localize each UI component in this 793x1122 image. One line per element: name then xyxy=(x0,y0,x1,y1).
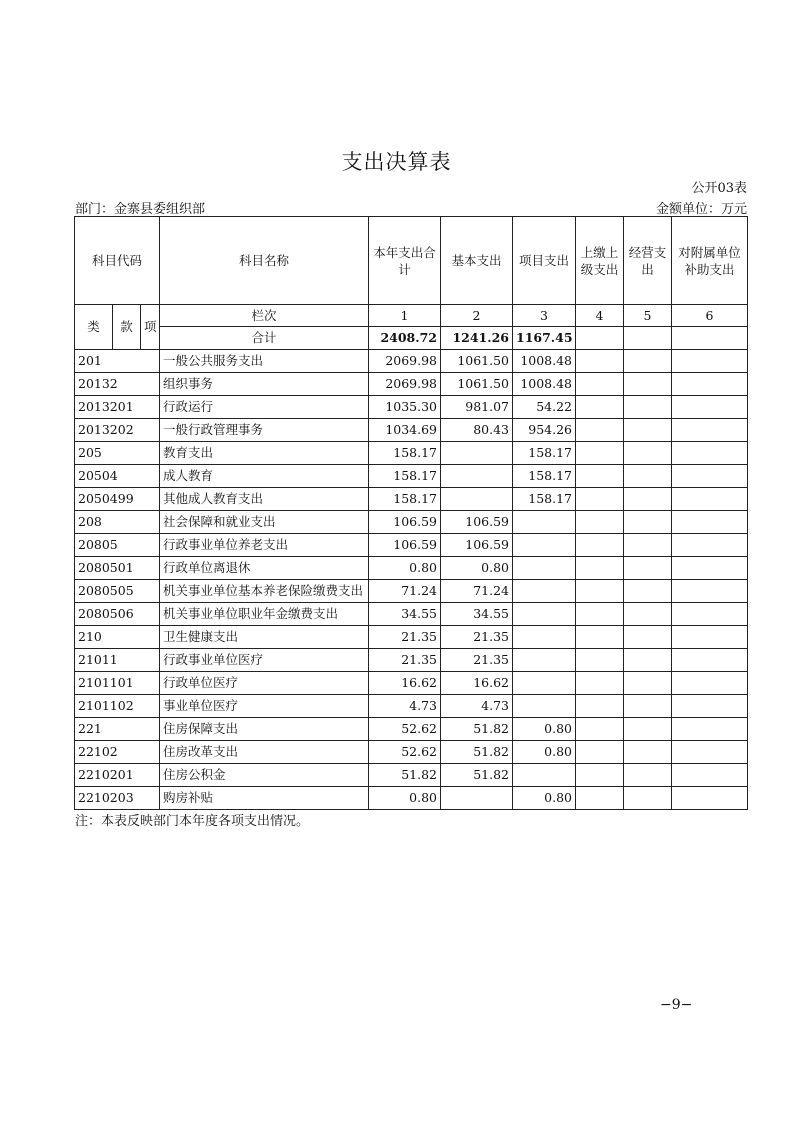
row-name: 行政事业单位养老支出 xyxy=(160,534,369,557)
row-business xyxy=(624,419,672,442)
row-business xyxy=(624,534,672,557)
row-business xyxy=(624,649,672,672)
table-row xyxy=(75,350,748,373)
row-code: 20504 xyxy=(75,465,160,488)
row-total: 4.73 xyxy=(369,695,441,718)
row-subsidy xyxy=(672,764,748,787)
row-name: 机关事业单位职业年金缴费支出 xyxy=(160,603,369,626)
row-subsidy xyxy=(672,603,748,626)
row-code: 201 xyxy=(75,350,160,373)
row-total: 158.17 xyxy=(369,442,441,465)
header-upper: 上缴上级支出 xyxy=(576,217,624,305)
row-name: 购房补贴 xyxy=(160,787,369,810)
row-upper xyxy=(576,373,624,396)
table-row xyxy=(75,603,748,626)
row-project: 158.17 xyxy=(513,442,576,465)
row-business xyxy=(624,695,672,718)
form-number: 公开03表 xyxy=(691,181,747,196)
table-row xyxy=(75,626,748,649)
row-business xyxy=(624,396,672,419)
row-subsidy xyxy=(672,580,748,603)
row-code: 2080501 xyxy=(75,557,160,580)
row-project: 0.80 xyxy=(513,741,576,764)
col-index-6: 6 xyxy=(672,305,748,327)
table-row xyxy=(75,718,748,741)
row-basic: 1061.50 xyxy=(441,373,513,396)
row-business xyxy=(624,580,672,603)
row-total: 52.62 xyxy=(369,741,441,764)
row-project xyxy=(513,580,576,603)
row-code: 221 xyxy=(75,718,160,741)
sum-subsidy xyxy=(672,327,748,350)
row-upper xyxy=(576,718,624,741)
col-index-3: 3 xyxy=(513,305,576,327)
row-subsidy xyxy=(672,534,748,557)
table-row xyxy=(75,511,748,534)
table-note: 注：本表反映部门本年度各项支出情况。 xyxy=(75,814,310,829)
row-upper xyxy=(576,626,624,649)
row-total: 21.35 xyxy=(369,649,441,672)
row-subsidy xyxy=(672,741,748,764)
row-code: 2013202 xyxy=(75,419,160,442)
row-upper xyxy=(576,350,624,373)
header-lei: 类 xyxy=(75,305,113,350)
row-total: 158.17 xyxy=(369,488,441,511)
row-business xyxy=(624,787,672,810)
row-upper xyxy=(576,603,624,626)
row-business xyxy=(624,741,672,764)
row-project: 0.80 xyxy=(513,718,576,741)
row-basic: 51.82 xyxy=(441,764,513,787)
row-total: 0.80 xyxy=(369,787,441,810)
table-row xyxy=(75,741,748,764)
header-name: 科目名称 xyxy=(160,217,369,305)
row-code: 205 xyxy=(75,442,160,465)
sum-row xyxy=(75,327,748,350)
row-upper xyxy=(576,442,624,465)
header-subsidy: 对附属单位补助支出 xyxy=(672,217,748,305)
row-basic: 51.82 xyxy=(441,718,513,741)
row-business xyxy=(624,488,672,511)
row-project: 954.26 xyxy=(513,419,576,442)
row-name: 住房公积金 xyxy=(160,764,369,787)
row-name: 其他成人教育支出 xyxy=(160,488,369,511)
row-project: 0.80 xyxy=(513,787,576,810)
row-name: 行政运行 xyxy=(160,396,369,419)
row-upper xyxy=(576,764,624,787)
row-basic: 106.59 xyxy=(441,511,513,534)
row-code: 2080505 xyxy=(75,580,160,603)
row-total: 71.24 xyxy=(369,580,441,603)
row-basic xyxy=(441,488,513,511)
row-name: 一般公共服务支出 xyxy=(160,350,369,373)
row-name: 机关事业单位基本养老保险缴费支出 xyxy=(160,580,369,603)
row-basic: 0.80 xyxy=(441,557,513,580)
row-basic xyxy=(441,787,513,810)
row-basic: 4.73 xyxy=(441,695,513,718)
page-number: −9− xyxy=(660,997,693,1013)
table-row xyxy=(75,373,748,396)
row-total: 52.62 xyxy=(369,718,441,741)
row-upper xyxy=(576,534,624,557)
row-total: 1035.30 xyxy=(369,396,441,419)
row-name: 组织事务 xyxy=(160,373,369,396)
row-project xyxy=(513,534,576,557)
table-row xyxy=(75,419,748,442)
unit-label: 金额单位：万元 xyxy=(655,202,747,217)
header-kuan: 款 xyxy=(113,305,141,350)
table-row xyxy=(75,649,748,672)
row-project: 158.17 xyxy=(513,465,576,488)
row-business xyxy=(624,764,672,787)
row-upper xyxy=(576,396,624,419)
table-row xyxy=(75,396,748,419)
row-subsidy xyxy=(672,350,748,373)
row-total: 0.80 xyxy=(369,557,441,580)
row-upper xyxy=(576,488,624,511)
row-code: 21011 xyxy=(75,649,160,672)
row-business xyxy=(624,511,672,534)
table-row xyxy=(75,465,748,488)
row-project xyxy=(513,672,576,695)
row-subsidy xyxy=(672,718,748,741)
row-name: 教育支出 xyxy=(160,442,369,465)
row-basic: 981.07 xyxy=(441,396,513,419)
col-index-4: 4 xyxy=(576,305,624,327)
row-code: 2101101 xyxy=(75,672,160,695)
row-total: 2069.98 xyxy=(369,373,441,396)
table-row xyxy=(75,580,748,603)
row-basic: 1061.50 xyxy=(441,350,513,373)
row-basic: 80.43 xyxy=(441,419,513,442)
row-total: 21.35 xyxy=(369,626,441,649)
row-upper xyxy=(576,580,624,603)
row-business xyxy=(624,442,672,465)
table-row xyxy=(75,764,748,787)
table-row xyxy=(75,534,748,557)
col-index-2: 2 xyxy=(441,305,513,327)
row-upper xyxy=(576,787,624,810)
row-upper xyxy=(576,695,624,718)
row-subsidy xyxy=(672,787,748,810)
row-upper xyxy=(576,511,624,534)
header-business: 经营支出 xyxy=(624,217,672,305)
row-subsidy xyxy=(672,511,748,534)
row-business xyxy=(624,718,672,741)
row-total: 1034.69 xyxy=(369,419,441,442)
row-business xyxy=(624,373,672,396)
row-code: 2210201 xyxy=(75,764,160,787)
header-project: 项目支出 xyxy=(513,217,576,305)
row-code: 210 xyxy=(75,626,160,649)
row-project xyxy=(513,511,576,534)
row-project: 1008.48 xyxy=(513,350,576,373)
row-total: 106.59 xyxy=(369,511,441,534)
row-total: 2069.98 xyxy=(369,350,441,373)
row-subsidy xyxy=(672,488,748,511)
header-total: 本年支出合计 xyxy=(369,217,441,305)
row-subsidy xyxy=(672,373,748,396)
row-subsidy xyxy=(672,419,748,442)
row-basic: 16.62 xyxy=(441,672,513,695)
row-code: 2080506 xyxy=(75,603,160,626)
table-row xyxy=(75,442,748,465)
row-basic: 21.35 xyxy=(441,626,513,649)
row-name: 住房改革支出 xyxy=(160,741,369,764)
row-project xyxy=(513,649,576,672)
row-business xyxy=(624,350,672,373)
row-name: 住房保障支出 xyxy=(160,718,369,741)
row-subsidy xyxy=(672,695,748,718)
row-business xyxy=(624,465,672,488)
sum-label: 合计 xyxy=(160,327,369,350)
row-upper xyxy=(576,419,624,442)
row-business xyxy=(624,672,672,695)
row-project xyxy=(513,695,576,718)
row-project: 1008.48 xyxy=(513,373,576,396)
row-upper xyxy=(576,649,624,672)
col-index-5: 5 xyxy=(624,305,672,327)
row-name: 行政单位离退休 xyxy=(160,557,369,580)
row-code: 20805 xyxy=(75,534,160,557)
row-project: 158.17 xyxy=(513,488,576,511)
table-row xyxy=(75,557,748,580)
row-basic: 51.82 xyxy=(441,741,513,764)
row-subsidy xyxy=(672,626,748,649)
row-code: 20132 xyxy=(75,373,160,396)
row-code: 2050499 xyxy=(75,488,160,511)
row-subsidy xyxy=(672,649,748,672)
row-basic: 21.35 xyxy=(441,649,513,672)
row-project xyxy=(513,764,576,787)
row-project xyxy=(513,557,576,580)
header-row xyxy=(75,217,748,305)
row-name: 行政单位医疗 xyxy=(160,672,369,695)
row-upper xyxy=(576,557,624,580)
row-subsidy xyxy=(672,442,748,465)
row-subsidy xyxy=(672,396,748,419)
sum-total: 2408.72 xyxy=(369,327,441,350)
row-code: 208 xyxy=(75,511,160,534)
row-name: 成人教育 xyxy=(160,465,369,488)
table-row xyxy=(75,695,748,718)
row-total: 158.17 xyxy=(369,465,441,488)
row-code: 2013201 xyxy=(75,396,160,419)
row-basic: 34.55 xyxy=(441,603,513,626)
row-basic xyxy=(441,442,513,465)
row-name: 一般行政管理事务 xyxy=(160,419,369,442)
row-code: 2210203 xyxy=(75,787,160,810)
table-row xyxy=(75,672,748,695)
row-project: 54.22 xyxy=(513,396,576,419)
row-total: 106.59 xyxy=(369,534,441,557)
sum-basic: 1241.26 xyxy=(441,327,513,350)
row-name: 事业单位医疗 xyxy=(160,695,369,718)
row-business xyxy=(624,626,672,649)
lanci-label: 栏次 xyxy=(160,305,369,327)
sum-upper xyxy=(576,327,624,350)
row-basic: 106.59 xyxy=(441,534,513,557)
row-name: 卫生健康支出 xyxy=(160,626,369,649)
sum-business xyxy=(624,327,672,350)
header-code: 科目代码 xyxy=(75,217,160,305)
table-row xyxy=(75,787,748,810)
row-subsidy xyxy=(672,672,748,695)
row-upper xyxy=(576,672,624,695)
expenditure-table xyxy=(74,216,748,810)
page-title: 支出决算表 xyxy=(341,150,452,174)
row-project xyxy=(513,603,576,626)
header-basic: 基本支出 xyxy=(441,217,513,305)
row-basic: 71.24 xyxy=(441,580,513,603)
row-business xyxy=(624,557,672,580)
row-name: 行政事业单位医疗 xyxy=(160,649,369,672)
table-row xyxy=(75,488,748,511)
row-code: 2101102 xyxy=(75,695,160,718)
column-index-row xyxy=(75,305,748,327)
row-subsidy xyxy=(672,557,748,580)
row-upper xyxy=(576,741,624,764)
col-index-1: 1 xyxy=(369,305,441,327)
row-total: 34.55 xyxy=(369,603,441,626)
header-xiang: 项 xyxy=(141,305,160,350)
row-business xyxy=(624,603,672,626)
department-label: 部门：金寨县委组织部 xyxy=(75,202,206,217)
sum-project: 1167.45 xyxy=(513,327,576,350)
row-project xyxy=(513,626,576,649)
row-total: 16.62 xyxy=(369,672,441,695)
row-total: 51.82 xyxy=(369,764,441,787)
row-subsidy xyxy=(672,465,748,488)
row-upper xyxy=(576,465,624,488)
row-name: 社会保障和就业支出 xyxy=(160,511,369,534)
row-code: 22102 xyxy=(75,741,160,764)
row-basic xyxy=(441,465,513,488)
